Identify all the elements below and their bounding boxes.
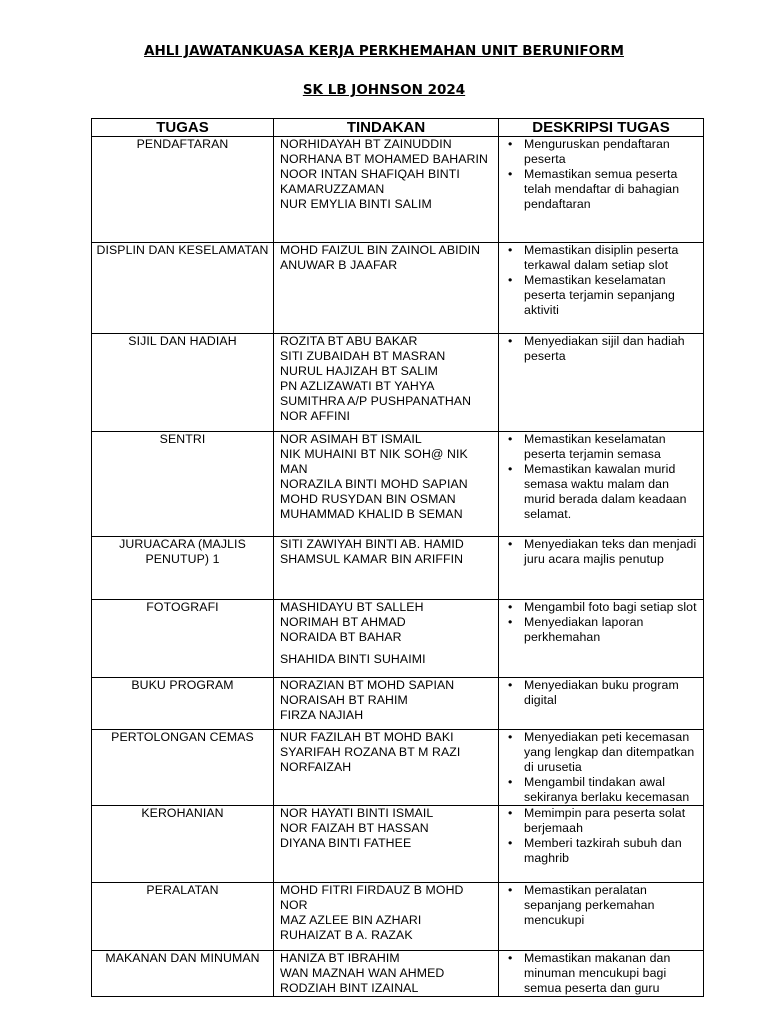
cell-tindakan xyxy=(274,730,499,806)
member-name: KAMARUZZAMAN xyxy=(280,182,385,196)
cell-tindakan xyxy=(274,537,499,600)
description-item: • Memastikan keselamatan peserta terjamin semasa xyxy=(503,432,701,462)
member-name: MUHAMMAD KHALID B SEMAN xyxy=(280,507,463,521)
cell-deskripsi xyxy=(499,334,704,432)
member-name: NOOR INTAN SHAFIQAH BINTI xyxy=(280,167,460,181)
member-name: FIRZA NAJIAH xyxy=(280,708,364,722)
table-row xyxy=(92,243,704,334)
description-item: • Menyediakan laporan perkhemahan xyxy=(503,615,701,645)
description-item: • Memastikan makanan dan minuman mencukupi bagi semua peserta dan guru xyxy=(503,951,701,996)
description-item: • Memastikan semua peserta telah mendaftar di bahagian pendaftaran xyxy=(503,167,701,212)
description-item: • Menyediakan teks dan menjadi juru acara majlis penutup xyxy=(503,537,701,567)
member-name: NOR ASIMAH BT ISMAIL xyxy=(280,432,422,446)
member-name: NURUL HAJIZAH BT SALIM xyxy=(280,364,438,378)
cell-tindakan xyxy=(274,243,499,334)
table-row xyxy=(92,883,704,951)
member-name: NORAISAH BT RAHIM xyxy=(280,693,408,707)
cell-tugas: FOTOGRAFI xyxy=(92,600,274,678)
member-name: ROZITA BT ABU BAKAR xyxy=(280,334,418,348)
member-name: MAN xyxy=(280,462,308,476)
member-name: SYARIFAH ROZANA BT M RAZI xyxy=(280,745,461,759)
member-name: SITI ZAWIYAH BINTI AB. HAMID xyxy=(280,537,464,551)
cell-deskripsi xyxy=(499,678,704,730)
cell-deskripsi xyxy=(499,243,704,334)
cell-deskripsi xyxy=(499,137,704,243)
member-name: MASHIDAYU BT SALLEH xyxy=(280,600,424,614)
cell-tugas: KEROHANIAN xyxy=(92,806,274,883)
cell-tugas: SIJIL DAN HADIAH xyxy=(92,334,274,432)
member-name: PN AZLIZAWATI BT YAHYA xyxy=(280,379,435,393)
cell-deskripsi xyxy=(499,883,704,951)
description-item: • Menyediakan sijil dan hadiah peserta xyxy=(503,334,701,364)
cell-tindakan xyxy=(274,883,499,951)
cell-tindakan xyxy=(274,432,499,537)
cell-tindakan xyxy=(274,951,499,997)
document-title: AHLI JAWATANKUASA KERJA PERKHEMAHAN UNIT BERUNIFORM xyxy=(144,43,624,59)
description-item: • Menyediakan peti kecemasan yang lengkap dan ditempatkan di urusetia xyxy=(503,730,701,775)
table-row xyxy=(92,432,704,537)
member-name: NORHANA BT MOHAMED BAHARIN xyxy=(280,152,489,166)
description-list xyxy=(503,678,701,708)
member-name: NOR HAYATI BINTI ISMAIL xyxy=(280,806,434,820)
header-deskripsi: DESKRIPSI TUGAS xyxy=(499,119,704,137)
description-item: • Memastikan peralatan sepanjang perkemahan mencukupi xyxy=(503,883,701,928)
table-row xyxy=(92,951,704,997)
member-name: MOHD FAIZUL BIN ZAINOL ABIDIN xyxy=(280,243,481,257)
description-item: • Memastikan kawalan murid semasa waktu malam dan murid berada dalam keadaan selamat. xyxy=(503,462,701,522)
table-row xyxy=(92,806,704,883)
cell-tindakan xyxy=(274,600,499,678)
cell-tindakan xyxy=(274,334,499,432)
member-name: WAN MAZNAH WAN AHMED xyxy=(280,966,445,980)
cell-tugas: MAKANAN DAN MINUMAN xyxy=(92,951,274,997)
description-list xyxy=(503,883,701,928)
member-name: NOR FAIZAH BT HASSAN xyxy=(280,821,429,835)
member-name: MOHD RUSYDAN BIN OSMAN xyxy=(280,492,456,506)
cell-tugas: DISPLIN DAN KESELAMATAN xyxy=(92,243,274,334)
member-name: NOR AFFINI xyxy=(280,409,351,423)
member-name: DIYANA BINTI FATHEE xyxy=(280,836,412,850)
description-item: • Memastikan keselamatan peserta terjamin sepanjang aktiviti xyxy=(503,273,701,318)
member-name: NUR FAZILAH BT MOHD BAKI xyxy=(280,730,454,744)
description-list xyxy=(503,730,701,805)
member-name: NORIMAH BT AHMAD xyxy=(280,615,406,629)
table-row xyxy=(92,678,704,730)
description-item: • Mengambil foto bagi setiap slot xyxy=(503,600,701,615)
member-name: SHAHIDA BINTI SUHAIMI xyxy=(280,652,426,666)
description-list xyxy=(503,432,701,522)
description-list xyxy=(503,334,701,364)
cell-tindakan xyxy=(274,806,499,883)
member-name: MOHD FITRI FIRDAUZ B MOHD xyxy=(280,883,464,897)
member-name: NORHIDAYAH BT ZAINUDDIN xyxy=(280,137,452,151)
member-name: ANUWAR B JAAFAR xyxy=(280,258,398,272)
member-name: RODZIAH BINT IZAINAL xyxy=(280,981,419,995)
member-name: HANIZA BT IBRAHIM xyxy=(280,951,400,965)
cell-tugas: PERTOLONGAN CEMAS xyxy=(92,730,274,806)
cell-deskripsi xyxy=(499,730,704,806)
cell-tugas: PENDAFTARAN xyxy=(92,137,274,243)
committee-table xyxy=(91,118,704,997)
cell-deskripsi xyxy=(499,537,704,600)
member-name: NUR EMYLIA BINTI SALIM xyxy=(280,197,432,211)
description-item: • Menyediakan buku program digital xyxy=(503,678,701,708)
member-name: SITI ZUBAIDAH BT MASRAN xyxy=(280,349,446,363)
description-list xyxy=(503,243,701,318)
description-list xyxy=(503,951,701,996)
table-row xyxy=(92,137,704,243)
cell-deskripsi xyxy=(499,806,704,883)
cell-tugas: PERALATAN xyxy=(92,883,274,951)
cell-tindakan xyxy=(274,137,499,243)
member-name: NOR xyxy=(280,898,308,912)
cell-deskripsi xyxy=(499,951,704,997)
description-item: • Mengambil tindakan awal sekiranya berlaku kecemasan xyxy=(503,775,701,805)
header-tindakan: TINDAKAN xyxy=(274,119,499,137)
table-row xyxy=(92,730,704,806)
member-name: NIK MUHAINI BT NIK SOH@ NIK xyxy=(280,447,468,461)
member-name: SUMITHRA A/P PUSHPANATHAN xyxy=(280,394,472,408)
table-row xyxy=(92,334,704,432)
cell-deskripsi xyxy=(499,600,704,678)
cell-tugas: SENTRI xyxy=(92,432,274,537)
description-item: • Menguruskan pendaftaran peserta xyxy=(503,137,701,167)
member-name: RUHAIZAT B A. RAZAK xyxy=(280,928,413,942)
cell-tindakan xyxy=(274,678,499,730)
cell-tugas: JURUACARA (MAJLIS PENUTUP) 1 xyxy=(92,537,274,600)
member-name: NORAZILA BINTI MOHD SAPIAN xyxy=(280,477,468,491)
description-list xyxy=(503,537,701,567)
cell-deskripsi xyxy=(499,432,704,537)
description-list xyxy=(503,600,701,645)
header-tugas: TUGAS xyxy=(92,119,274,137)
member-name: SHAMSUL KAMAR BIN ARIFFIN xyxy=(280,552,464,566)
member-name: MAZ AZLEE BIN AZHARI xyxy=(280,913,422,927)
document-subtitle: SK LB JOHNSON 2024 xyxy=(302,82,466,98)
description-list xyxy=(503,137,701,212)
description-item: • Memastikan disiplin peserta terkawal dalam setiap slot xyxy=(503,243,701,273)
table-header-row xyxy=(92,119,704,137)
member-name: NORAZIAN BT MOHD SAPIAN xyxy=(280,678,455,692)
description-item: • Memimpin para peserta solat berjemaah xyxy=(503,806,701,836)
table-row xyxy=(92,600,704,678)
member-name: NORAIDA BT BAHAR xyxy=(280,630,402,644)
table-row xyxy=(92,537,704,600)
cell-tugas: BUKU PROGRAM xyxy=(92,678,274,730)
member-name: NORFAIZAH xyxy=(280,760,352,774)
description-list xyxy=(503,806,701,866)
description-item: • Memberi tazkirah subuh dan maghrib xyxy=(503,836,701,866)
